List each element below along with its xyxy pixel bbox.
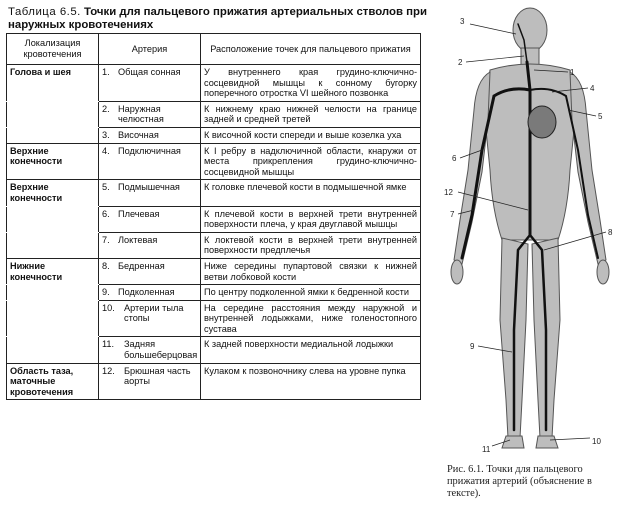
label-9: 9	[470, 342, 475, 351]
cell-artery	[99, 232, 201, 258]
cell-press-point: По центру подколенной ямки к бедренной кости	[201, 285, 421, 301]
artery-number: 8.	[102, 260, 110, 271]
artery-number: 6.	[102, 208, 110, 219]
artery-name: Подмышечная	[118, 182, 180, 193]
header-location: Локализация кровотечения	[7, 34, 99, 65]
table-title	[8, 6, 428, 32]
artery-name: Бедренная	[118, 260, 165, 271]
cell-press-point: Кулаком к позвоночнику слева на уровне пупка	[201, 363, 421, 400]
heart-shape	[528, 106, 556, 138]
cell-press-point: К задней поверхности медиальной лодыжки	[201, 337, 421, 363]
artery-name: Локтевая	[118, 234, 158, 245]
header-artery: Артерия	[99, 34, 201, 65]
table-row	[7, 300, 421, 337]
arteries-table	[6, 33, 421, 400]
cell-press-point: К височной кости спереди и выше козелка уха	[201, 127, 421, 143]
artery-number: 5.	[102, 182, 110, 193]
artery-name: Плечевая	[118, 208, 160, 219]
artery-name: Брюшная часть аорты	[124, 365, 191, 387]
artery-number: 11.	[102, 339, 115, 350]
table-row	[7, 337, 421, 363]
cell-artery	[99, 101, 201, 127]
label-12: 12	[444, 188, 453, 197]
artery-number: 10.	[102, 302, 115, 313]
cell-region	[7, 285, 99, 301]
cell-press-point: Ниже середины пупартовой связки к нижней ветви лобковой кости	[201, 258, 421, 284]
artery-name: Подключичная	[118, 145, 181, 156]
cell-artery	[99, 363, 201, 400]
cell-region	[7, 337, 99, 363]
cell-region: Область таза, маточные кровотечения	[7, 363, 99, 400]
artery-number: 7.	[102, 234, 110, 245]
cell-press-point: К локтевой кости в верхней трети внутренней поверхности предплечья	[201, 232, 421, 258]
cell-press-point: На середине расстояния между наружной и внутренней лодыжками, ниже голеностопного сустава	[201, 300, 421, 337]
cell-region	[7, 206, 99, 232]
header-press-point: Расположение точек для пальцевого прижатия	[201, 34, 421, 65]
cell-region: Голова и шея	[7, 65, 99, 102]
artery-number: 4.	[102, 145, 110, 156]
artery-number: 3.	[102, 129, 110, 140]
table-title-text: Точки для пальцевого прижатия артериальных стволов при наружных кровотечениях	[8, 6, 427, 31]
cell-region: Верхние конечности	[7, 180, 99, 206]
table-number: Таблица 6.5.	[8, 6, 81, 18]
table-header-row	[7, 34, 421, 65]
artery-name: Общая сонная	[118, 67, 181, 77]
cell-region: Верхние конечности	[7, 143, 99, 180]
cell-artery	[99, 127, 201, 143]
label-11: 11	[482, 445, 491, 454]
artery-name: Наружная челюстная	[118, 103, 164, 125]
table-row	[7, 232, 421, 258]
artery-number: 9.	[102, 287, 110, 298]
table-row	[7, 101, 421, 127]
cell-artery	[99, 337, 201, 363]
cell-region	[7, 101, 99, 127]
cell-press-point: К I ребру в надключичной области, кнаружи от места прикрепления грудино-ключично-сосцевидной мышцы	[201, 143, 421, 180]
cell-artery	[99, 180, 201, 206]
table-row	[7, 363, 421, 400]
artery-number: 1.	[102, 67, 110, 77]
cell-region	[7, 300, 99, 337]
artery-name: Височная	[118, 129, 159, 140]
label-10: 10	[592, 437, 601, 446]
cell-press-point: К плечевой кости в верхней трети внутренней поверхности плеча, у края двуглавой мышцы	[201, 206, 421, 232]
artery-name: Подколенная	[118, 287, 175, 298]
cell-region	[7, 127, 99, 143]
body-figure	[430, 0, 620, 462]
label-3: 3	[460, 17, 465, 26]
artery-name: Артерии тыла стопы	[124, 302, 184, 324]
table-row	[7, 143, 421, 180]
label-2: 2	[458, 58, 463, 67]
artery-number: 2.	[102, 103, 110, 114]
cell-artery	[99, 285, 201, 301]
artery-name: Задняя большеберцовая	[124, 339, 198, 361]
cell-artery	[99, 206, 201, 232]
label-1: 1	[570, 68, 575, 77]
label-6: 6	[452, 154, 457, 163]
cell-press-point: К головке плечевой кости в подмышечной ямке	[201, 180, 421, 206]
table-row	[7, 180, 421, 206]
table-row	[7, 65, 421, 102]
label-5: 5	[598, 112, 603, 121]
cell-press-point: К нижнему краю нижней челюсти на границе задней и средней третей	[201, 101, 421, 127]
artery-number: 12.	[102, 365, 115, 376]
cell-region: Нижние конечности	[7, 258, 99, 284]
label-4: 4	[590, 84, 595, 93]
cell-region	[7, 232, 99, 258]
cell-press-point: У внутреннего края грудино-ключично-сосцевидной мышцы к сонному бугорку поперечного отростка VI шейного позвонка	[201, 65, 421, 102]
cell-artery	[99, 65, 201, 102]
figure-caption: Рис. 6.1. Точки для пальцевого прижатия артерий (объяснение в тексте).	[447, 464, 592, 499]
table-row	[7, 258, 421, 284]
cell-artery	[99, 143, 201, 180]
cell-artery	[99, 258, 201, 284]
table-row	[7, 127, 421, 143]
table-row	[7, 285, 421, 301]
cell-artery	[99, 300, 201, 337]
label-8: 8	[608, 228, 613, 237]
label-7: 7	[450, 210, 455, 219]
table-row	[7, 206, 421, 232]
